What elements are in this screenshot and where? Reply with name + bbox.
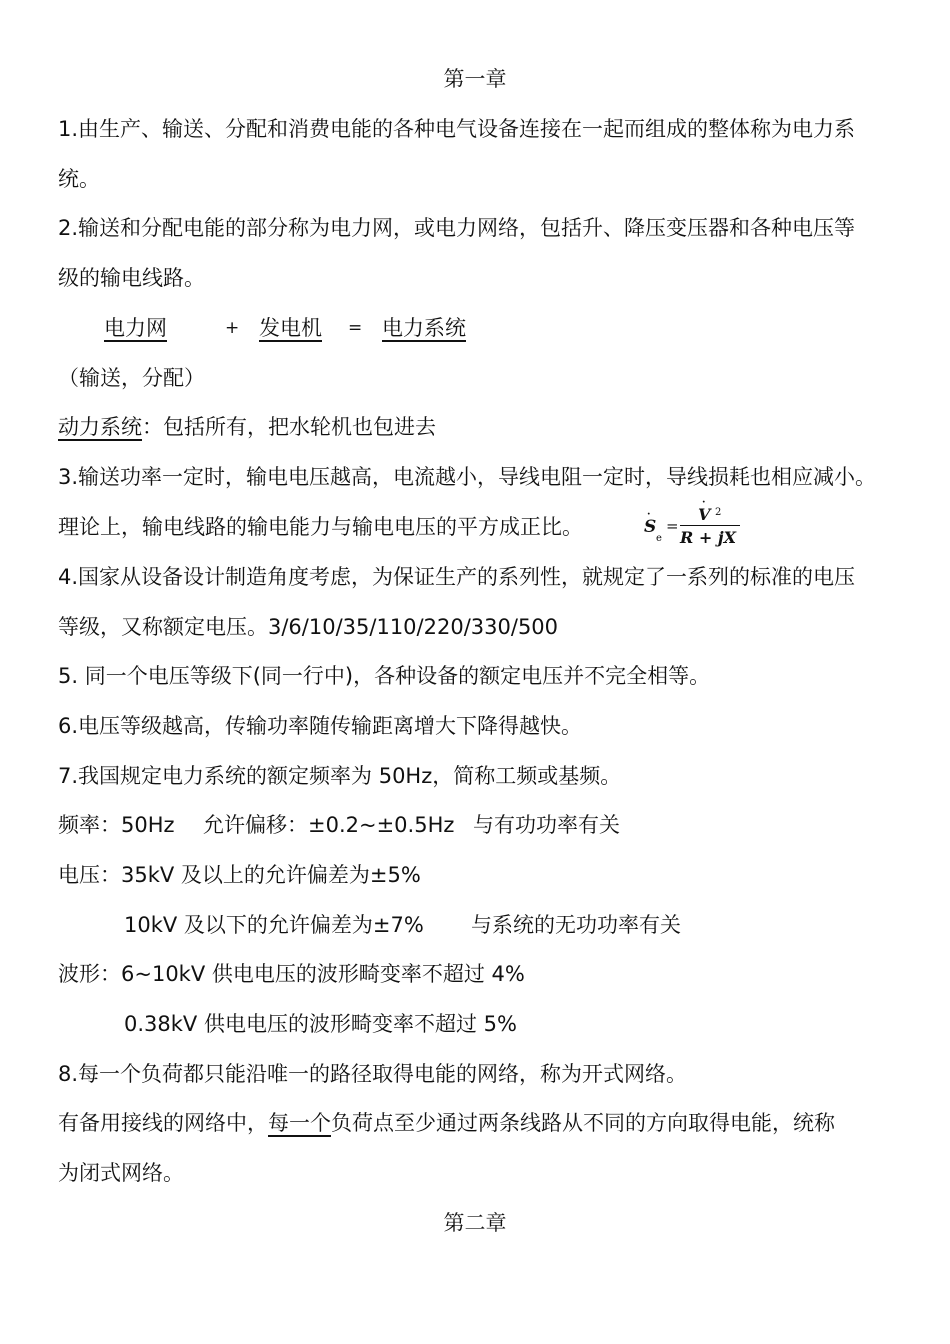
waveform-line-1: 波形：6~10kV 供电电压的波形畸变率不超过 4%	[58, 962, 525, 986]
paragraph-8-line-3: 为闭式网络。	[58, 1161, 184, 1185]
equation-term-grid: 电力网	[104, 316, 167, 340]
power-system-term: 动力系统	[58, 415, 142, 439]
power-formula	[640, 497, 750, 551]
paragraph-8-line-2	[58, 1110, 835, 1136]
equation-result: 电力系统	[382, 316, 466, 340]
formula-denominator: R + jX	[680, 528, 737, 547]
equation-equals: =	[348, 318, 363, 338]
chapter-heading-1: 第一章	[443, 67, 507, 91]
paragraph-8-prefix: 有备用接线的网络中，	[58, 1111, 268, 1135]
paragraph-4-line-1: 4.国家从设备设计制造角度考虑，为保证生产的系列性，就规定了一系列的标准的电压	[58, 565, 856, 589]
paragraph-8-suffix: 负荷点至少通过两条线路从不同的方向取得电能，统称	[331, 1111, 835, 1135]
paragraph-6: 6.电压等级越高，传输功率随传输距离增大下降得越快。	[58, 714, 583, 738]
paragraph-7: 7.我国规定电力系统的额定频率为 50Hz，简称工频或基频。	[58, 764, 622, 788]
paragraph-5: 5. 同一个电压等级下(同一行中)，各种设备的额定电压并不完全相等。	[58, 664, 711, 688]
formula-lhs-subscript: e	[656, 533, 662, 544]
waveform-line-2: 0.38kV 供电电压的波形畸变率不超过 5%	[124, 1012, 517, 1036]
paragraph-3-line-1: 3.输送功率一定时，输电电压越高，电流越小，导线电阻一定时，导线损耗也相应减小。	[58, 465, 877, 489]
frequency-label: 频率：50Hz	[58, 813, 175, 837]
formula-lhs: S	[644, 517, 657, 537]
s-dot: ·	[647, 509, 651, 520]
voltage-line-1: 电压：35kV 及以上的允许偏差为±5%	[58, 863, 421, 887]
voltage-line-2: 10kV 及以下的允许偏差为±7%	[124, 913, 424, 937]
equation-plus: +	[225, 318, 240, 338]
transmit-note: （输送，分配）	[58, 366, 205, 390]
power-system-line	[58, 414, 436, 440]
paragraph-4-line-2: 等级，又称额定电压。3/6/10/35/110/220/330/500	[58, 615, 559, 639]
voltage-relation: 与系统的无功功率有关	[471, 913, 681, 937]
paragraph-2-line-2: 级的输电线路。	[58, 266, 205, 290]
chapter-heading-2: 第二章	[443, 1211, 507, 1235]
paragraph-8-underlined: 每一个	[268, 1111, 331, 1135]
paragraph-1-line-2: 统。	[58, 167, 100, 191]
paragraph-3-line-2: 理论上，输电线路的输电能力与输电电压的平方成正比。	[58, 515, 583, 539]
paragraph-2-line-1: 2.输送和分配电能的部分称为电力网，或电力网络，包括升、降压变压器和各种电压等	[58, 216, 856, 240]
formula-equals: =	[666, 517, 679, 535]
frequency-deviation: 允许偏移：±0.2~±0.5Hz	[203, 813, 455, 837]
formula-numerator: V	[698, 505, 711, 524]
paragraph-8-line-1: 8.每一个负荷都只能沿唯一的路径取得电能的网络，称为开式网络。	[58, 1062, 688, 1086]
equation-term-generator: 发电机	[259, 316, 322, 340]
v-dot: ·	[702, 497, 706, 508]
fraction-bar	[680, 525, 740, 526]
formula-numerator-superscript: 2	[715, 507, 722, 518]
power-system-desc: ：包括所有，把水轮机也包进去	[142, 415, 436, 439]
frequency-relation: 与有功功率有关	[473, 813, 620, 837]
paragraph-1-line-1: 1.由生产、输送、分配和消费电能的各种电气设备连接在一起而组成的整体称为电力系	[58, 117, 856, 141]
